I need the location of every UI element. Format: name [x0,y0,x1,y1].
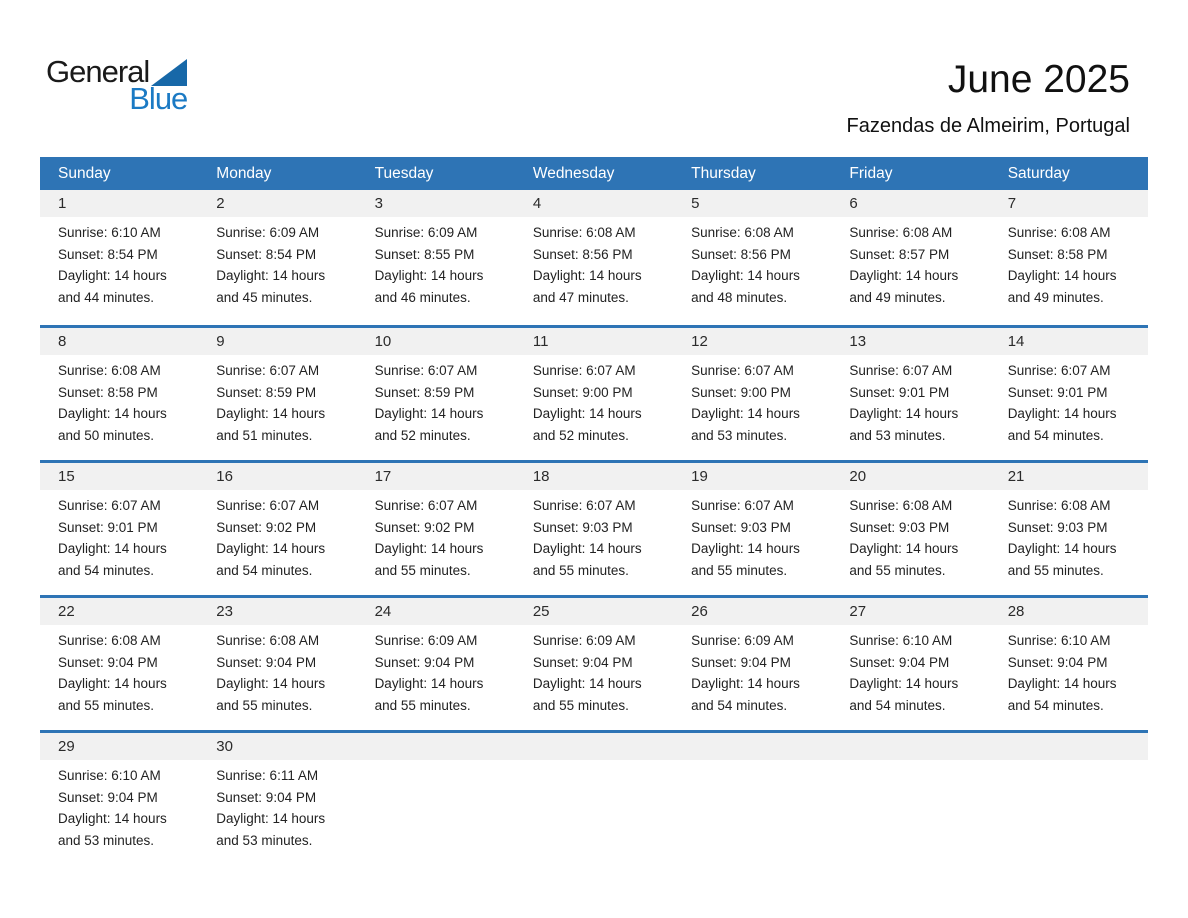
sunset-line: Sunset: 9:03 PM [532,519,633,535]
sunset-line: Sunset: 9:01 PM [58,519,158,535]
daylight-line: Daylight: 14 hours [1007,676,1117,691]
day-cell [990,490,1148,581]
day-number: 14 [1007,333,1025,350]
day-number: 5 [691,195,700,212]
day-number: 23 [216,603,233,620]
week-details-row [40,760,1148,851]
sunrise-line: Sunrise: 6:07 AM [1007,363,1111,378]
day-cell [831,217,989,308]
sunset-line: Sunset: 9:04 PM [216,654,317,670]
daylight-line: and 48 minutes. [691,289,788,305]
daylight-line: and 55 minutes. [216,697,313,713]
daylight-line: and 54 minutes. [1007,697,1104,713]
day-cell [515,217,673,308]
sunrise-line: Sunrise: 6:08 AM [216,633,320,648]
day-cell [990,217,1148,308]
day-cell [40,760,198,851]
daylight-line: Daylight: 14 hours [58,268,167,283]
month-title: June 2025 [947,58,1130,101]
sunrise-line: Sunrise: 6:08 AM [58,363,161,378]
daylight-line: Daylight: 14 hours [532,541,642,556]
sunset-line: Sunset: 9:04 PM [58,654,158,670]
day-number-band [40,328,1148,355]
title-block [847,58,1130,138]
daylight-line: and 54 minutes. [216,562,313,578]
sunrise-line: Sunrise: 6:08 AM [849,225,953,240]
daylight-line: Daylight: 14 hours [216,676,326,691]
week-details-row [40,490,1148,581]
day-number-band [40,733,1148,760]
day-cell [831,490,989,581]
weekday-header-row [40,157,1148,190]
day-number: 24 [374,603,392,620]
sunrise-line: Sunrise: 6:07 AM [849,363,953,378]
daylight-line: Daylight: 14 hours [216,811,326,826]
daylight-line: Daylight: 14 hours [58,541,167,556]
calendar-body [40,190,1148,865]
day-number: 10 [374,333,392,350]
daylight-line: and 47 minutes. [532,289,629,305]
day-number-band [40,598,1148,625]
sunrise-line: Sunrise: 6:08 AM [1007,225,1111,240]
daylight-line: and 51 minutes. [216,427,313,443]
sunset-line: Sunset: 9:03 PM [1007,519,1108,535]
day-number: 19 [691,468,708,485]
empty-day-cell [990,760,1148,851]
logo-text-blue: Blue [129,81,188,116]
day-number: 8 [58,333,67,350]
week-row [40,460,1148,595]
week-row [40,595,1148,730]
day-cell [198,760,356,851]
day-number: 6 [849,195,858,212]
daylight-line: and 44 minutes. [58,289,155,305]
general-blue-logo [46,56,187,114]
weekday-header-sunday: Sunday [58,164,111,182]
daylight-line: Daylight: 14 hours [58,676,167,691]
daylight-line: Daylight: 14 hours [58,811,167,826]
sunset-line: Sunset: 8:56 PM [532,246,633,262]
day-number: 11 [532,333,549,350]
weekday-header-tuesday: Tuesday [374,164,434,182]
daylight-line: Daylight: 14 hours [691,541,800,556]
daylight-line: and 52 minutes. [532,427,629,443]
sunrise-line: Sunrise: 6:07 AM [58,498,161,513]
daylight-line: Daylight: 14 hours [1007,541,1117,556]
sunset-line: Sunset: 8:58 PM [1007,246,1108,262]
daylight-line: and 46 minutes. [374,289,471,305]
sunrise-line: Sunrise: 6:08 AM [1007,498,1111,513]
day-number: 28 [1007,603,1025,620]
daylight-line: and 54 minutes. [58,562,155,578]
day-cell [198,490,356,581]
sunrise-line: Sunrise: 6:08 AM [532,225,636,240]
day-cell [990,355,1148,446]
day-cell [198,355,356,446]
sunset-line: Sunset: 9:04 PM [374,654,475,670]
sunset-line: Sunset: 8:59 PM [374,384,475,400]
sunrise-line: Sunrise: 6:11 AM [216,768,319,783]
day-cell [198,217,356,308]
day-cell [673,490,831,581]
daylight-line: Daylight: 14 hours [849,268,959,283]
day-number-band [40,463,1148,490]
daylight-line: and 55 minutes. [374,697,471,713]
day-cell [515,625,673,716]
daylight-line: and 54 minutes. [1007,427,1104,443]
sunrise-line: Sunrise: 6:09 AM [216,225,320,240]
sunrise-line: Sunrise: 6:07 AM [374,498,478,513]
sunrise-line: Sunrise: 6:07 AM [691,498,794,513]
day-number: 18 [532,468,550,485]
sunset-line: Sunset: 9:01 PM [1007,384,1108,400]
daylight-line: Daylight: 14 hours [1007,406,1117,421]
daylight-line: and 55 minutes. [532,697,629,713]
daylight-line: Daylight: 14 hours [374,406,484,421]
daylight-line: Daylight: 14 hours [216,406,326,421]
day-cell [831,625,989,716]
daylight-line: Daylight: 14 hours [58,406,167,421]
week-details-row [40,217,1148,308]
daylight-line: Daylight: 14 hours [532,268,642,283]
day-number: 21 [1007,468,1025,485]
day-cell [40,625,198,716]
sunset-line: Sunset: 8:57 PM [849,246,950,262]
sunset-line: Sunset: 9:03 PM [691,519,791,535]
empty-day-cell [831,760,989,851]
day-cell [40,490,198,581]
sunset-line: Sunset: 9:03 PM [849,519,950,535]
day-cell [831,355,989,446]
daylight-line: Daylight: 14 hours [374,541,484,556]
location-subtitle: Fazendas de Almeirim, Portugal [846,114,1130,137]
sunrise-line: Sunrise: 6:10 AM [58,768,161,783]
daylight-line: and 50 minutes. [58,427,155,443]
day-cell [515,490,673,581]
day-number: 13 [849,333,867,350]
sunrise-line: Sunrise: 6:07 AM [691,363,794,378]
week-row [40,730,1148,865]
sunrise-line: Sunrise: 6:09 AM [691,633,794,648]
daylight-line: Daylight: 14 hours [374,268,484,283]
day-number: 1 [58,195,67,212]
day-cell [357,355,515,446]
daylight-line: and 53 minutes. [216,832,313,848]
day-number: 7 [1007,195,1017,212]
daylight-line: Daylight: 14 hours [849,406,959,421]
day-number: 4 [532,195,542,212]
day-cell [357,490,515,581]
daylight-line: Daylight: 14 hours [1007,268,1117,283]
daylight-line: and 53 minutes. [849,427,946,443]
day-number: 12 [691,333,708,350]
day-cell [673,355,831,446]
week-details-row [40,625,1148,716]
sunrise-line: Sunrise: 6:07 AM [374,363,478,378]
daylight-line: Daylight: 14 hours [849,541,959,556]
daylight-line: Daylight: 14 hours [216,268,326,283]
daylight-line: and 55 minutes. [691,562,788,578]
empty-day-cell [673,760,831,851]
sunset-line: Sunset: 8:58 PM [58,384,158,400]
sunrise-line: Sunrise: 6:09 AM [532,633,636,648]
sunrise-line: Sunrise: 6:09 AM [374,633,478,648]
daylight-line: and 53 minutes. [691,427,788,443]
sunset-line: Sunset: 9:04 PM [691,654,791,670]
day-number: 17 [374,468,392,485]
day-number: 29 [58,738,75,755]
day-number: 20 [849,468,867,485]
day-cell [198,625,356,716]
empty-day-cell [515,760,673,851]
sunrise-line: Sunrise: 6:08 AM [58,633,161,648]
day-number: 26 [691,603,708,620]
sunrise-line: Sunrise: 6:10 AM [849,633,953,648]
day-number-band [40,190,1148,217]
day-number: 30 [216,738,233,755]
sunset-line: Sunset: 8:55 PM [374,246,475,262]
daylight-line: and 55 minutes. [1007,562,1104,578]
sunset-line: Sunset: 9:00 PM [532,384,633,400]
daylight-line: Daylight: 14 hours [691,406,800,421]
sunset-line: Sunset: 9:02 PM [216,519,317,535]
daylight-line: Daylight: 14 hours [216,541,326,556]
daylight-line: and 49 minutes. [849,289,946,305]
daylight-line: and 55 minutes. [374,562,471,578]
day-number: 9 [216,333,225,350]
daylight-line: Daylight: 14 hours [691,268,800,283]
empty-day-cell [357,760,515,851]
logo-text-general: General [46,54,150,89]
daylight-line: Daylight: 14 hours [691,676,800,691]
daylight-line: and 55 minutes. [58,697,155,713]
sunset-line: Sunset: 8:56 PM [691,246,791,262]
sunset-line: Sunset: 8:54 PM [216,246,317,262]
sunset-line: Sunset: 8:54 PM [58,246,158,262]
day-number: 22 [58,603,75,620]
daylight-line: Daylight: 14 hours [532,406,642,421]
day-number: 3 [374,195,383,212]
daylight-line: Daylight: 14 hours [374,676,484,691]
daylight-line: and 53 minutes. [58,832,155,848]
daylight-line: and 54 minutes. [691,697,788,713]
day-number: 2 [216,195,225,212]
day-number: 25 [532,603,550,620]
daylight-line: and 55 minutes. [532,562,629,578]
sunset-line: Sunset: 9:01 PM [849,384,950,400]
daylight-line: and 45 minutes. [216,289,313,305]
sunset-line: Sunset: 8:59 PM [216,384,317,400]
calendar-table [40,157,1148,865]
day-cell [40,355,198,446]
day-number: 16 [216,468,233,485]
day-cell [357,217,515,308]
sunrise-line: Sunrise: 6:10 AM [1007,633,1111,648]
daylight-line: Daylight: 14 hours [532,676,642,691]
weekday-header-friday: Friday [849,164,893,182]
daylight-line: and 49 minutes. [1007,289,1104,305]
sunset-line: Sunset: 9:00 PM [691,384,791,400]
sunrise-line: Sunrise: 6:09 AM [374,225,478,240]
sunset-line: Sunset: 9:04 PM [216,789,317,805]
week-details-row [40,355,1148,446]
sunrise-line: Sunrise: 6:07 AM [532,498,636,513]
sunrise-line: Sunrise: 6:07 AM [216,363,320,378]
sunrise-line: Sunrise: 6:07 AM [532,363,636,378]
week-row [40,190,1148,325]
sunset-line: Sunset: 9:02 PM [374,519,475,535]
day-number: 15 [58,468,75,485]
sunrise-line: Sunrise: 6:07 AM [216,498,320,513]
daylight-line: Daylight: 14 hours [849,676,959,691]
weekday-header-wednesday: Wednesday [532,164,615,182]
day-cell [673,217,831,308]
sunset-line: Sunset: 9:04 PM [849,654,950,670]
sunrise-line: Sunrise: 6:10 AM [58,225,161,240]
weekday-header-saturday: Saturday [1007,164,1070,182]
sunrise-line: Sunrise: 6:08 AM [691,225,794,240]
weekday-header-monday: Monday [216,164,272,182]
daylight-line: and 55 minutes. [849,562,946,578]
day-cell [990,625,1148,716]
sunset-line: Sunset: 9:04 PM [1007,654,1108,670]
day-cell [357,625,515,716]
daylight-line: and 54 minutes. [849,697,946,713]
sunset-line: Sunset: 9:04 PM [58,789,158,805]
sunrise-line: Sunrise: 6:08 AM [849,498,953,513]
daylight-line: and 52 minutes. [374,427,471,443]
day-cell [515,355,673,446]
week-row [40,325,1148,460]
day-cell [673,625,831,716]
weekday-header-thursday: Thursday [691,164,756,182]
sunset-line: Sunset: 9:04 PM [532,654,633,670]
day-number: 27 [849,603,867,620]
day-cell [40,217,198,308]
